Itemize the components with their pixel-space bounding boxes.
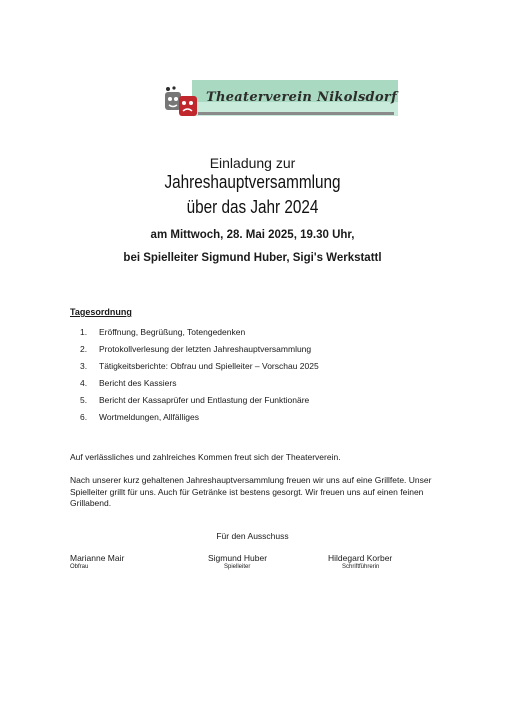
invitation-line: Einladung zur: [209, 155, 296, 171]
signatory-role: Obfrau: [70, 564, 89, 570]
meeting-year: über das Jahr 2024: [186, 197, 319, 217]
logo-text: Theaterverein Nikolsdorf: [206, 90, 397, 105]
meeting-location: bei Spielleiter Sigmund Huber, Sigi's Werkstattl: [123, 252, 382, 264]
signatory-name: Sigmund Huber: [208, 553, 268, 563]
agenda-item: 2. Protokollverlesung der letzten Jahreshauptversammlung: [80, 344, 312, 354]
agenda-heading: Tagesordnung: [70, 307, 132, 317]
agenda-item: 3. Tätigkeitsberichte: Obfrau und Spielleiter – Vorschau 2025: [80, 361, 319, 371]
signature-block: [70, 553, 124, 570]
signature-block: [328, 553, 392, 570]
meeting-title: Jahreshauptversammlung: [164, 172, 341, 192]
theater-masks-icon: [162, 86, 202, 120]
agenda-item: 5. Bericht der Kassaprüfer und Entlastung der Funktionäre: [80, 395, 310, 405]
signatory-role: Schriftführerin: [342, 564, 380, 570]
club-logo: [162, 78, 398, 122]
closing-paragraph: Auf verlässliches und zahlreiches Kommen freut sich der Theaterverein.: [70, 452, 341, 462]
signatory-name: Hildegard Korber: [328, 553, 393, 563]
meeting-date: am Mittwoch, 28. Mai 2025, 19.30 Uhr,: [150, 229, 355, 241]
agenda-list: [80, 324, 319, 426]
logo-underline: [198, 112, 394, 115]
agenda-item: 6. Wortmeldungen, Allfälliges: [80, 412, 200, 422]
signatory-name: Marianne Mair: [70, 553, 125, 563]
agenda-item: 4. Bericht des Kassiers: [80, 378, 177, 388]
committee-label: Für den Ausschuss: [216, 531, 289, 541]
agenda-item: 1. Eröffnung, Begrüßung, Totengedenken: [80, 327, 246, 337]
signature-block: [208, 553, 267, 570]
grill-paragraph: Nach unserer kurz gehaltenen Jahreshauptversammlung freuen wir uns auf eine Grillfete. Unser Spielleiter grillt für uns. Auch für Getränke ist bestens gesorgt. Wir freuen uns auf einen feinen Grillabend.: [70, 475, 432, 508]
signatory-role: Spielleiter: [224, 564, 251, 570]
